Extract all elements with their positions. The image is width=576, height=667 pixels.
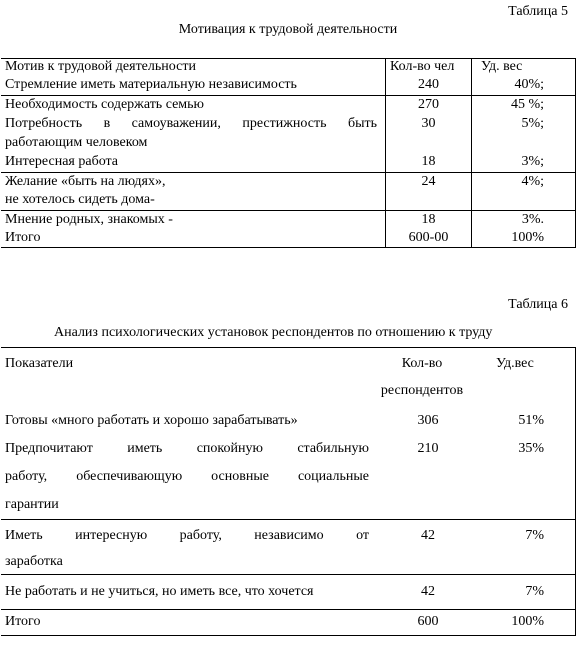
table6-header-count-cont: респондентов	[380, 383, 464, 398]
table6-row-indicator-cont: гарантии	[5, 497, 59, 512]
table6-row-count: 210	[417, 441, 439, 456]
table6-bottom-border	[1, 635, 576, 636]
table6-total-label: Итого	[5, 614, 41, 629]
table5-label: Таблица 5	[508, 4, 568, 19]
table5-header-motive: Мотив к трудовой деятельности	[5, 59, 196, 74]
table5-total-count: 600-00	[408, 230, 449, 245]
table5-bottom-border	[1, 247, 576, 248]
table6-label: Таблица 6	[508, 297, 568, 312]
table5-row-weight: 45 %;	[510, 97, 544, 112]
table6-header-weight: Уд.вес	[496, 356, 534, 371]
table5-row-count: 30	[421, 116, 436, 131]
table6-row-divider	[1, 574, 576, 575]
table6-row-indicator: Предпочитают иметь спокойную стабильную	[5, 441, 369, 456]
table5-row-count: 270	[418, 97, 439, 112]
table5-row-weight: 3%;	[521, 154, 544, 169]
table6-row-indicator: Не работать и не учиться, но иметь все, что хочется	[5, 584, 314, 599]
table5-header-weight: Уд. вес	[481, 59, 523, 74]
table5-row-motive: Мнение родных, знакомых -	[5, 212, 173, 227]
table6-total-weight: 100%	[511, 614, 544, 629]
table5-row-motive: Интересная работа	[5, 154, 119, 169]
table5-title: Мотивация к трудовой деятельности	[178, 22, 398, 37]
table6-title: Анализ психологических установок респондентов по отношению к труду	[54, 325, 493, 340]
table6-header-indicator: Показатели	[5, 356, 74, 371]
table6-top-border	[1, 347, 576, 348]
table6-row-weight: 35%	[518, 441, 544, 456]
table5-row-motive-cont: не хотелось сидеть дома-	[5, 192, 155, 207]
table5-total-label: Итого	[5, 230, 41, 245]
table5-row-weight: 5%;	[521, 116, 544, 131]
table6-row-weight: 51%	[518, 413, 544, 428]
table6-row-divider	[1, 609, 576, 610]
table6-row-weight: 7%	[525, 584, 544, 599]
table6-row-count: 306	[417, 413, 439, 428]
table6-row-indicator: Готовы «много работать и хорошо зарабатывать»	[5, 413, 298, 428]
table5-row-motive: Стремление иметь материальную независимость	[5, 77, 297, 92]
table6-row-count: 42	[421, 528, 435, 543]
table5-row-count: 18	[421, 154, 436, 169]
table5-row-weight: 3%.	[521, 212, 544, 227]
table5-row-weight: 4%;	[521, 174, 544, 189]
table5-row-motive: Желание «быть на людях»,	[5, 174, 166, 189]
table5-row-count: 240	[418, 77, 439, 92]
table6-row-divider	[1, 519, 576, 520]
table6-row-indicator-cont: заработка	[5, 554, 63, 569]
table5-row-count: 18	[421, 212, 436, 227]
table5-row-motive: Необходимость содержать семью	[5, 97, 204, 112]
table6-row-indicator-cont: работу, обеспечивающую основные социальные	[5, 469, 369, 484]
table6-header-count: Кол-во	[401, 356, 443, 371]
table5-row-motive-cont: работающим человеком	[5, 135, 148, 150]
table5-total-weight: 100%	[511, 230, 544, 245]
table5-header-count: Кол-во чел	[390, 59, 455, 74]
table6-row-count: 42	[421, 584, 435, 599]
table5-row-motive: Потребность в самоуважении, престижность быть	[5, 116, 377, 131]
table6-row-indicator: Иметь интересную работу, независимо от	[5, 528, 369, 543]
table6-row-weight: 7%	[525, 528, 544, 543]
table5-row-weight: 40%;	[514, 77, 544, 92]
table6-total-count: 600	[417, 614, 439, 629]
table5-row-count: 24	[421, 174, 436, 189]
